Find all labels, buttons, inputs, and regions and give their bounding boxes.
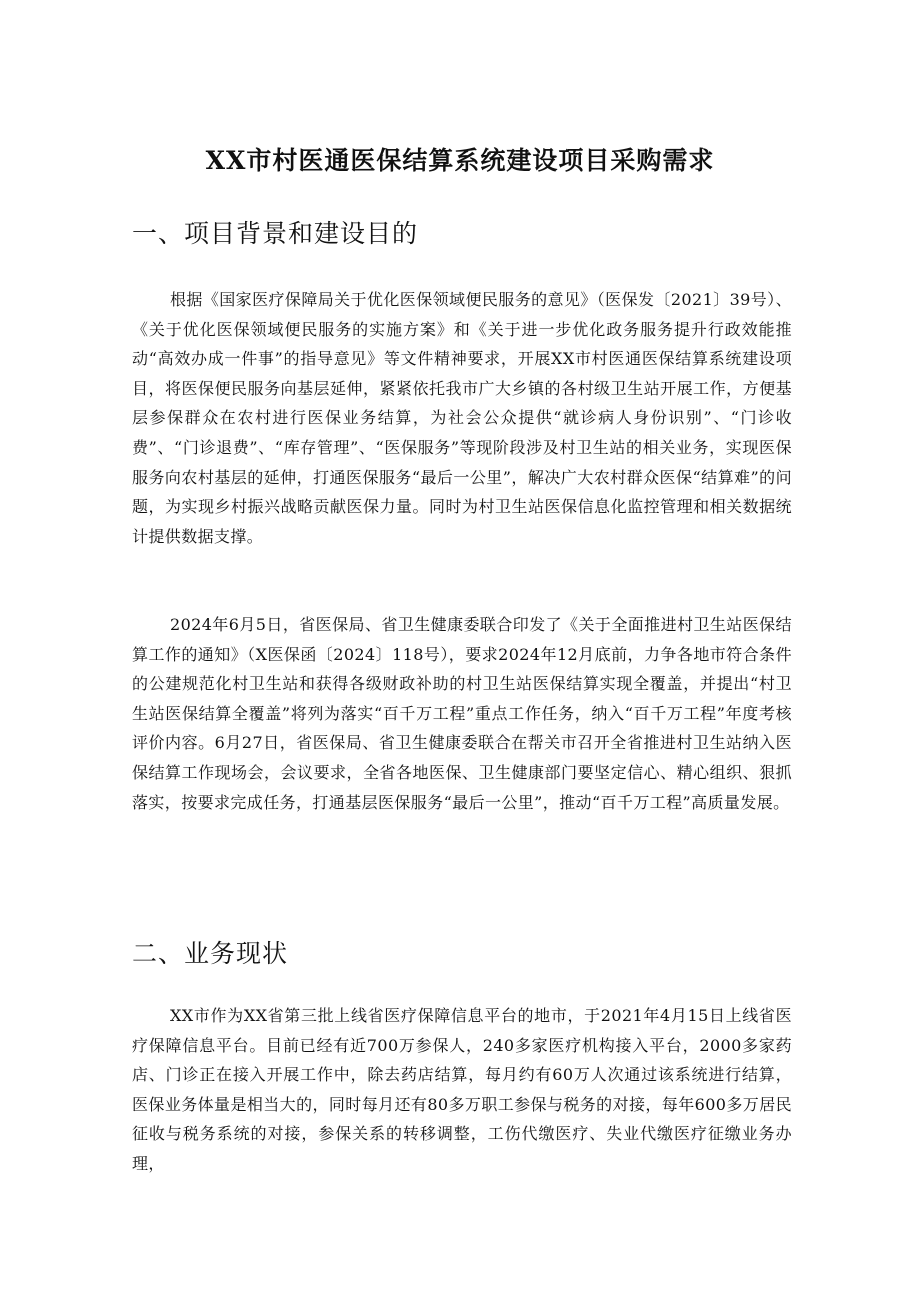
paragraph-business-status: XX市作为XX省第三批上线省医疗保障信息平台的地市，于2021年4月15日上线省医疗保障信息平台。目前已经有近700万参保人，240多家医疗机构接入平台，2000多家药店、门诊正在接入开展工作中，除去药店结算，每月约有60万人次通过该系统进行结算，医保业务体量是相当大的，同时每月还有80多万职工参保与税务的对接，每年600多万居民征收与税务系统的对接，参保关系的转移调整，工伤代缴医疗、失业代缴医疗征缴业务办理， bbox=[132, 1006, 792, 1173]
document-title: XX市村医通医保结算系统建设项目采购需求 bbox=[205, 146, 715, 175]
paragraph-policy-basis: 根据《国家医疗保障局关于优化医保领域便民服务的意见》（医保发〔2021〕39号）、《关于优化医保领域便民服务的实施方案》和《关于进一步优化政务服务提升行政效能推动“高效办成一件事”的指导意见》等文件精神要求，开展XX市村医通医保结算系统建设项目，将医保便民服务向基层延伸，紧紧依托我市广大乡镇的各村级卫生站开展工作，方便基层参保群众在农村进行医保业务结算，为社会公众提供“就诊病人身份识别”、“门诊收费”、“门诊退费”、“库存管理”、“医保服务”等现阶段涉及村卫生站的相关业务，实现医保服务向农村基层的延伸，打通医保服务“最后一公里”，解决广大农村群众医保“结算难”的问题，为实现乡村振兴战略贡献医保力量。同时为村卫生站医保信息化监控管理和相关数据统计提供数据支撑。 bbox=[132, 290, 792, 546]
section-heading-business-status: 二、业务现状 bbox=[132, 939, 289, 968]
paragraph-provincial-notice: 2024年6月5日，省医保局、省卫生健康委联合印发了《关于全面推进村卫生站医保结算工作的通知》（X医保函〔2024〕118号），要求2024年12月底前，力争各地市符合条件的公建规范化村卫生站和获得各级财政补助的村卫生站医保结算实现全覆盖，并提出“村卫生站医保结算全覆盖”将列为落实“百千万工程”重点工作任务，纳入“百千万工程”年度考核评价内容。6月27日，省医保局、省卫生健康委联合在帮关市召开全省推进村卫生站纳入医保结算工作现场会，会议要求，全省各地医保、卫生健康部门要坚定信心、精心组织、狠抓落实，按要求完成任务，打通基层医保服务“最后一公里”，推动“百千万工程”高质量发展。 bbox=[132, 615, 792, 812]
section-heading-background: 一、项目背景和建设目的 bbox=[132, 219, 419, 248]
